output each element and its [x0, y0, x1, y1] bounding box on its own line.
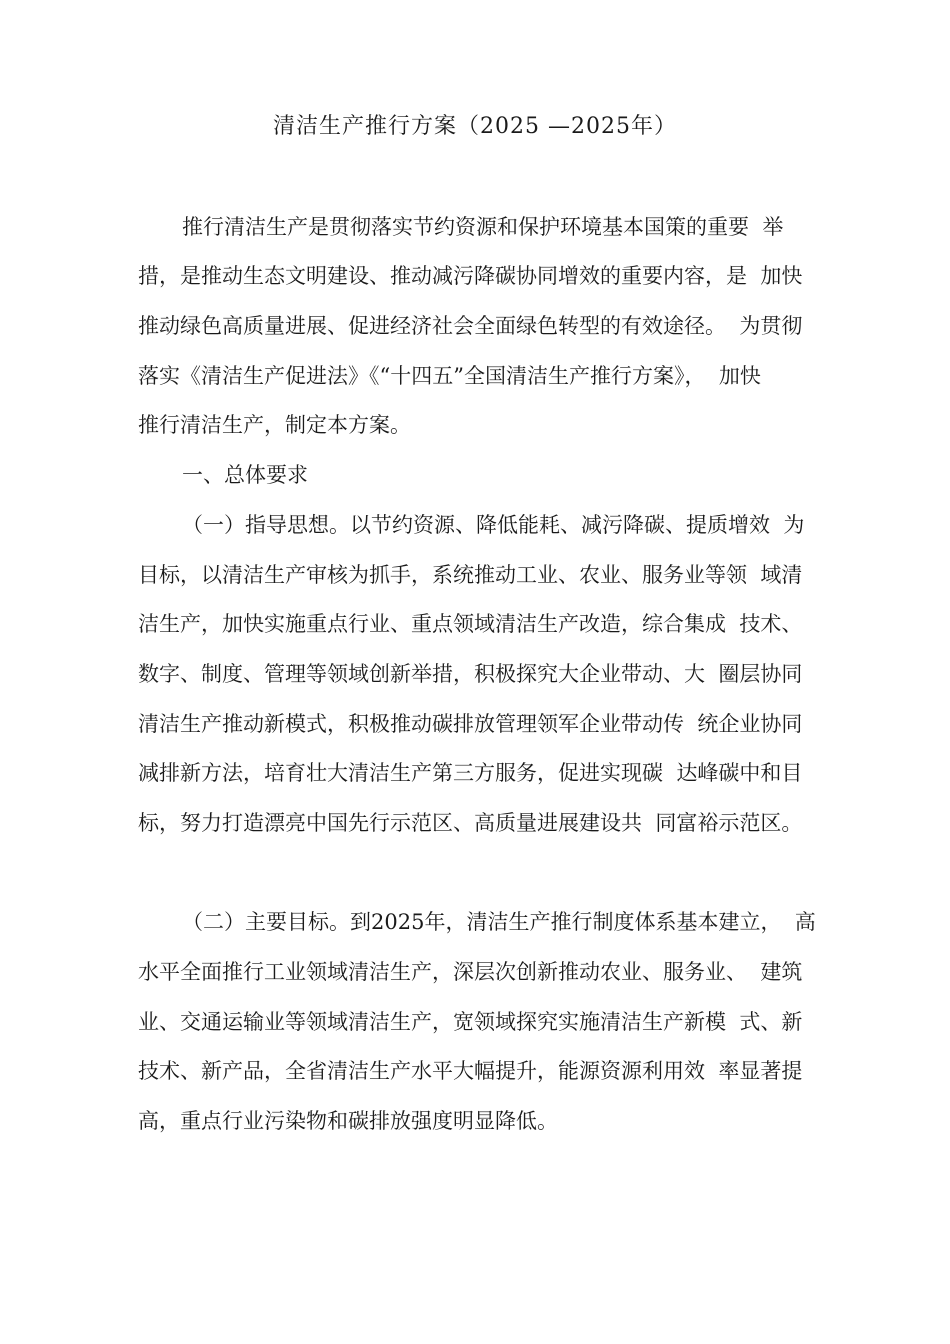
- paragraph-2-line-4: 数字、制度、管理等领域创新举措，积极探究大企业带动、大 圈层协同: [138, 662, 803, 686]
- paragraph-3-line-3: 业、交通运输业等领域清洁生产，宽领域探究实施清洁生产新模 式、新: [138, 1010, 803, 1034]
- section-heading-general-requirements: 一、总体要求: [182, 463, 308, 487]
- paragraph-1-line-5: 推行清洁生产，制定本方案。: [138, 413, 411, 437]
- paragraph-2-line-7: 标，努力打造漂亮中国先行示范区、高质量进展建设共 同富裕示范区。: [138, 811, 803, 835]
- paragraph-3-line-1: （二）主要目标。到2025年，清洁生产推行制度体系基本建立， 高: [182, 910, 816, 934]
- paragraph-3-line-5: 高，重点行业污染物和碳排放强度明显降低。: [138, 1109, 558, 1133]
- paragraph-3-line-4: 技术、新产品，全省清洁生产水平大幅提升，能源资源利用效 率显著提: [138, 1059, 803, 1083]
- paragraph-1-line-4: 落实《清洁生产促进法》《“十四五”全国清洁生产推行方案》， 加快: [138, 364, 761, 388]
- paragraph-2-line-1: （一）指导思想。以节约资源、降低能耗、减污降碳、提质增效 为: [182, 513, 805, 537]
- paragraph-2-line-2: 目标，以清洁生产审核为抓手，系统推动工业、农业、服务业等领 域清: [138, 563, 803, 587]
- paragraph-1-line-1: 推行清洁生产是贯彻落实节约资源和保护环境基本国策的重要 举: [182, 215, 784, 239]
- paragraph-2-line-6: 减排新方法，培育壮大清洁生产第三方服务，促进实现碳 达峰碳中和目: [138, 761, 803, 785]
- paragraph-1-line-3: 推动绿色高质量进展、促进经济社会全面绿色转型的有效途径。 为贯彻: [138, 314, 803, 338]
- paragraph-1-line-2: 措，是推动生态文明建设、推动减污降碳协同增效的重要内容，是 加快: [138, 264, 803, 288]
- paragraph-3-line-2: 水平全面推行工业领域清洁生产，深层次创新推动农业、服务业、 建筑: [138, 960, 803, 984]
- document-title: 清洁生产推行方案（2025 —2025年）: [273, 114, 677, 139]
- paragraph-2-line-3: 洁生产，加快实施重点行业、重点领域清洁生产改造，综合集成 技术、: [138, 612, 803, 636]
- paragraph-2-line-5: 清洁生产推动新模式，积极推动碳排放管理领军企业带动传 统企业协同: [138, 712, 803, 736]
